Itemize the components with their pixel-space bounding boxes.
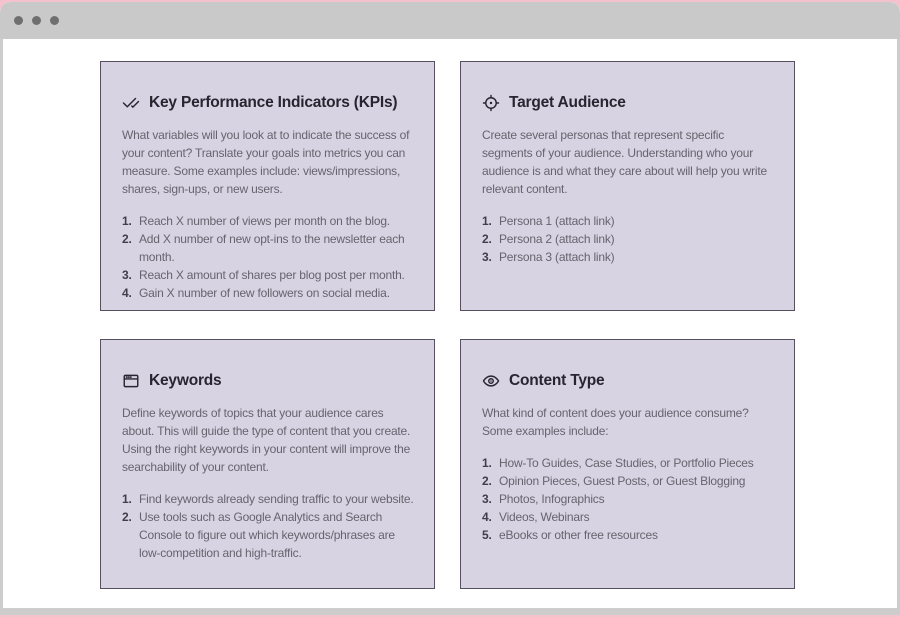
list-item <box>482 508 774 526</box>
list-item-text: eBooks or other free resources <box>499 528 658 542</box>
list-item-text: Opinion Pieces, Guest Posts, or Guest Blogging <box>499 474 746 488</box>
list-item <box>482 490 774 508</box>
card-list <box>122 490 414 562</box>
list-item-text: Persona 2 (attach link) <box>499 232 615 246</box>
list-item-text: Gain X number of new followers on social media. <box>139 286 390 300</box>
list-item <box>122 508 414 562</box>
list-item-number: 1. <box>122 214 132 228</box>
list-item-text: Persona 3 (attach link) <box>499 250 615 264</box>
list-item <box>122 266 414 284</box>
list-item-number: 1. <box>482 456 492 470</box>
card-title: Content Type <box>509 372 605 389</box>
card-description: Create several personas that represent specific segments of your audience. Understanding who your audience is and what they care about will help you write relevant content. <box>482 128 767 196</box>
list-item-number: 3. <box>122 268 132 282</box>
list-item-text: Reach X amount of shares per blog post per month. <box>139 268 405 282</box>
card-content-type-header <box>482 372 774 390</box>
list-item-number: 3. <box>482 250 492 264</box>
list-item-text: Reach X number of views per month on the blog. <box>139 214 390 228</box>
card-description: What kind of content does your audience consume? Some examples include: <box>482 406 749 438</box>
eye-icon <box>482 372 500 390</box>
list-item-number: 4. <box>122 286 132 300</box>
card-keywords-header <box>122 372 414 390</box>
list-item <box>482 472 774 490</box>
card-list <box>482 454 774 544</box>
list-item-number: 2. <box>122 232 132 246</box>
double-check-icon <box>122 94 140 112</box>
list-item <box>482 526 774 544</box>
browser-window-icon <box>122 372 140 390</box>
window-dot-icon[interactable] <box>32 16 41 25</box>
list-item-text: Add X number of new opt-ins to the newsletter each month. <box>139 232 405 264</box>
card-kpis <box>100 61 435 311</box>
card-target-audience <box>460 61 795 311</box>
list-item-number: 4. <box>482 510 492 524</box>
card-title: Keywords <box>149 372 222 389</box>
target-locate-icon <box>482 94 500 112</box>
list-item <box>482 212 774 230</box>
list-item-number: 5. <box>482 528 492 542</box>
window-titlebar <box>0 2 900 39</box>
card-grid <box>100 61 897 589</box>
card-title: Target Audience <box>509 94 626 111</box>
list-item <box>482 248 774 266</box>
list-item-number: 3. <box>482 492 492 506</box>
card-target-audience-header <box>482 94 774 112</box>
list-item <box>122 284 414 302</box>
list-item-text: Videos, Webinars <box>499 510 590 524</box>
list-item-text: How-To Guides, Case Studies, or Portfolio Pieces <box>499 456 754 470</box>
list-item <box>482 454 774 472</box>
list-item <box>122 230 414 266</box>
list-item-number: 2. <box>482 232 492 246</box>
list-item-text: Photos, Infographics <box>499 492 605 506</box>
window-dot-icon[interactable] <box>14 16 23 25</box>
card-description: Define keywords of topics that your audience cares about. This will guide the type of content that you create. Using the right keywords in your content will improve the searchability of your content. <box>122 406 411 474</box>
list-item-text: Find keywords already sending traffic to your website. <box>139 492 414 506</box>
browser-window <box>0 2 900 615</box>
card-content-type <box>460 339 795 589</box>
page-content <box>0 39 900 615</box>
list-item-text: Use tools such as Google Analytics and Search Console to figure out which keywords/phrases are low-competition and high-traffic. <box>139 510 395 560</box>
card-description: What variables will you look at to indicate the success of your content? Translate your goals into metrics you can measure. Some examples include: views/impressions, shares, sign-ups, or new users. <box>122 128 410 196</box>
list-item-number: 1. <box>482 214 492 228</box>
card-kpis-header <box>122 94 414 112</box>
card-title: Key Performance Indicators (KPIs) <box>149 94 398 111</box>
list-item-text: Persona 1 (attach link) <box>499 214 615 228</box>
card-keywords <box>100 339 435 589</box>
list-item-number: 1. <box>122 492 132 506</box>
window-dot-icon[interactable] <box>50 16 59 25</box>
list-item-number: 2. <box>122 510 132 524</box>
list-item <box>122 490 414 508</box>
card-list <box>482 212 774 266</box>
list-item-number: 2. <box>482 474 492 488</box>
list-item <box>482 230 774 248</box>
list-item <box>122 212 414 230</box>
card-list <box>122 212 414 302</box>
